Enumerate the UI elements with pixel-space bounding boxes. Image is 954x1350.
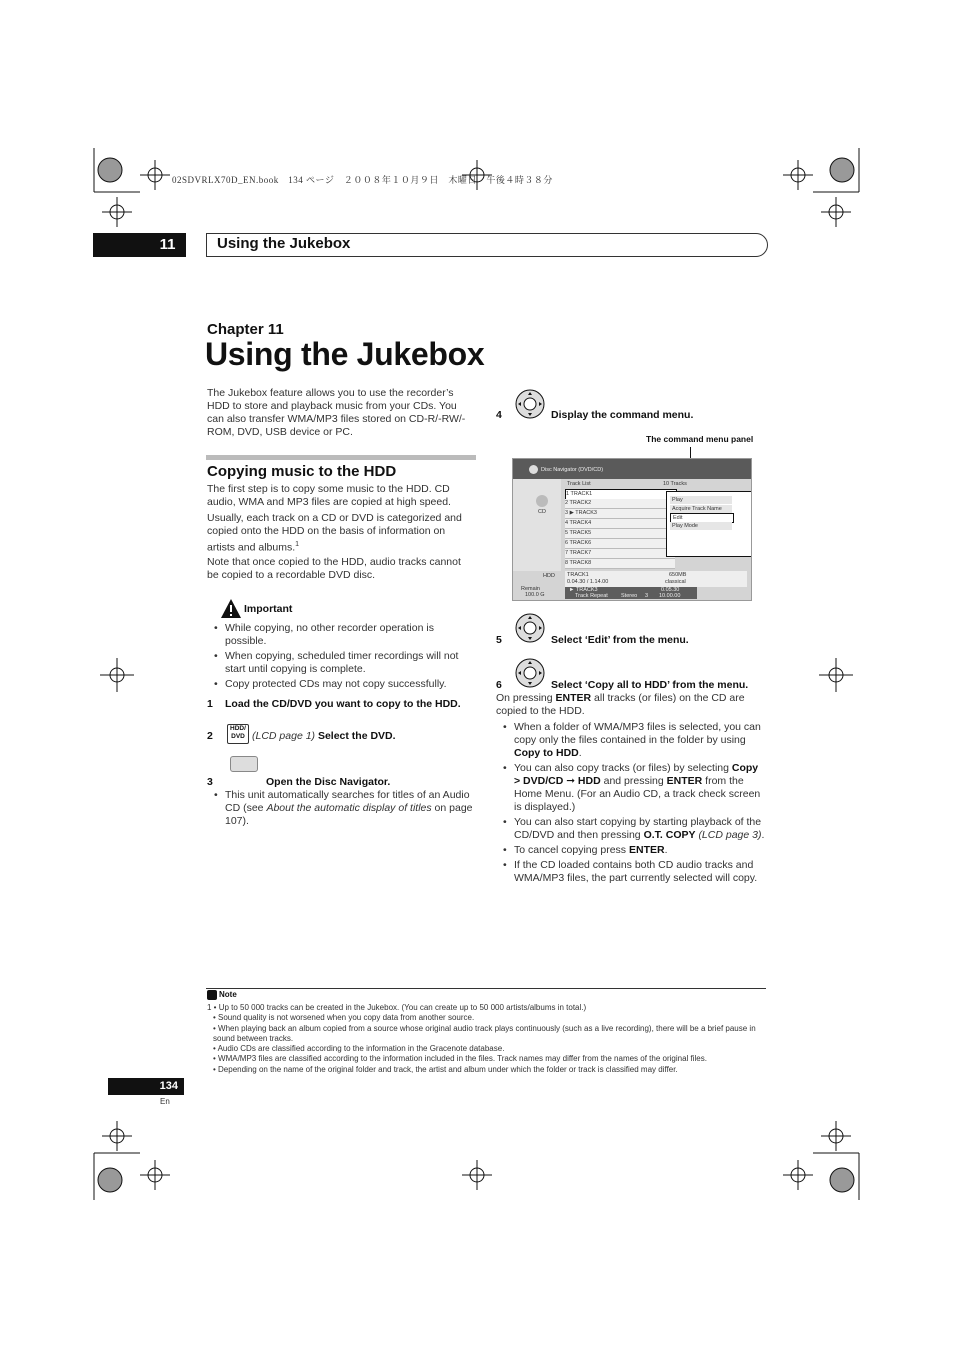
- menu-item-play-mode: Play Mode: [670, 522, 732, 530]
- osd-track-row: 6 TRACK6: [565, 539, 675, 549]
- after-bold: Copy to HDD: [514, 747, 579, 759]
- step-6-number: 6: [496, 679, 502, 691]
- osd-bottom-num: 3: [645, 593, 649, 599]
- chapter-label: Chapter 11: [207, 321, 284, 338]
- important-list: [214, 622, 476, 693]
- osd-source-panel: [513, 479, 561, 571]
- note-list: [207, 1003, 767, 1075]
- hdd-dvd-button-icon: HDD/ DVD: [227, 724, 249, 744]
- osd-info-track: TRACK1: [567, 572, 589, 578]
- after-text: To cancel copying press: [514, 844, 629, 856]
- after-text: You can also start copying by starting playback of the CD/DVD and then pressing: [514, 816, 762, 841]
- osd-hdd: HDD: [543, 573, 555, 579]
- chapter-tab-number: 11: [159, 236, 176, 253]
- page-title: Using the Jukebox: [205, 336, 485, 372]
- osd-track-row: 5 TRACK5: [565, 529, 675, 539]
- after-text: .: [664, 844, 668, 856]
- step-3-bullet-italic: About the automatic display of titles: [266, 802, 432, 814]
- osd-bottom-mode: Track Repeat: [575, 593, 608, 599]
- step-4-text: Display the command menu.: [551, 409, 694, 421]
- after-bold: ENTER: [628, 844, 665, 856]
- page-language: En: [160, 1097, 170, 1106]
- footnote-ref: 1: [295, 541, 300, 548]
- osd-track-row: 2 TRACK2: [565, 499, 675, 509]
- osd-title: Disc Navigator (DVD/CD): [541, 467, 604, 473]
- after-text: When a folder of WMA/MP3 files is selected, you can copy only the files contained in the folder by using: [514, 721, 761, 746]
- section-paragraph-1: The first step is to copy some music to the HDD. CD audio, WMA and MP3 files are copied at high speed.: [207, 483, 451, 508]
- step-2-number: 2: [207, 730, 213, 742]
- osd-remain: Remain: [521, 586, 540, 592]
- osd-info-genre: classical: [665, 579, 686, 585]
- step-3-bullet: [214, 789, 478, 828]
- chapter-tab: [93, 233, 186, 257]
- after-bullet: [503, 721, 767, 760]
- osd-bottom-stereo: Stereo: [621, 593, 638, 599]
- page-number-tab: [108, 1078, 184, 1095]
- after-paragraph: [496, 692, 766, 718]
- dial-icon: [515, 658, 545, 688]
- section-heading: Copying music to the HDD: [207, 463, 397, 480]
- step-3-number: 3: [207, 776, 213, 788]
- after-text: .: [578, 747, 582, 759]
- section-paragraph-2-text: Usually, each track on a CD or DVD is categorized and copied onto the HDD on the basis of information on artists and albums.: [207, 512, 462, 554]
- after-bold: O.T. COPY: [643, 829, 696, 841]
- command-menu-panel: [666, 491, 752, 557]
- osd-track-count: 10 Tracks: [663, 481, 687, 487]
- note-rule: [206, 988, 766, 989]
- dial-icon: [515, 389, 545, 419]
- note-line: • Depending on the name of the original folder and track, the artist and album under which the folder or track is classified may differ.: [213, 1064, 678, 1074]
- osd-source: CD: [538, 509, 546, 515]
- menu-item-acquire: Acquire Track Name: [670, 505, 732, 513]
- step-4-number: 4: [496, 409, 502, 421]
- step-2-line: [252, 730, 396, 742]
- section-paragraph-2: [207, 512, 475, 555]
- callout-label: The command menu panel: [646, 434, 754, 444]
- print-header: 02SDVRLX70D_EN.book 134 ページ ２００８年１０月９日 木曜日 午後４時３８分: [172, 175, 553, 185]
- osd-list-head: Track List: [567, 481, 591, 487]
- step-5-text: Select ‘Edit’ from the menu.: [551, 634, 689, 646]
- after-bullet: [503, 762, 767, 814]
- after-text: from the Home Menu. (For an Audio CD, a track check screen is displayed.): [514, 775, 761, 813]
- after-bold: ENTER: [666, 775, 703, 787]
- osd-track-row: 7 TRACK7: [565, 549, 675, 559]
- osd-track-row: 1 TRACK1: [565, 489, 677, 500]
- note-line: • WMA/MP3 files are classified according to the information included in the files. Track names may differ from the names of the original files.: [213, 1054, 707, 1064]
- step-1-text: Load the CD/DVD you want to copy to the HDD.: [225, 698, 461, 710]
- after-text: You can also copy tracks (or files) by selecting: [514, 762, 732, 774]
- after-bold: Copy > DVD/CD ➞ HDD: [514, 762, 759, 787]
- osd-remain-value: 100.0 G: [525, 592, 545, 598]
- warning-icon: [220, 598, 242, 620]
- important-label: Important: [244, 603, 293, 615]
- osd-bottom-total: 10.00.00: [659, 593, 681, 599]
- osd-bottom-time: 0.05.30: [661, 587, 680, 593]
- osd-info-size: 650MB: [669, 572, 687, 578]
- step-1-number: 1: [207, 698, 213, 710]
- after-bullet: [503, 816, 767, 842]
- step-5-number: 5: [496, 634, 502, 646]
- disc-navigator-screen: [512, 458, 752, 601]
- after-text: and pressing: [600, 775, 667, 787]
- step-3-bullet-a: This unit automatically searches for titles of an Audio CD (see: [225, 789, 470, 814]
- after-bold: ENTER: [555, 692, 592, 704]
- disc-icon: [529, 465, 538, 474]
- step-2-ref: (LCD page 1): [252, 730, 316, 742]
- osd-info-panel: [565, 571, 747, 587]
- menu-item-edit: Edit: [670, 513, 734, 523]
- section-rule: [206, 455, 476, 460]
- step-2-text: Select the DVD.: [317, 730, 396, 742]
- cd-icon: [536, 495, 548, 507]
- after-bullet: [503, 844, 767, 857]
- osd-bottom-track: ► TRACK3: [569, 587, 598, 593]
- note-label: Note: [219, 990, 237, 999]
- intro-paragraph: The Jukebox feature allows you to use the recorder’s HDD to store and playback music from your CDs. You can also transfer WMA/MP3 files stored on CD-R/-RW/-ROM, DVD, USB device or PC.: [207, 387, 466, 438]
- step-3-text: Open the Disc Navigator.: [266, 776, 391, 788]
- important-item: • Copy protected CDs may not copy successfully.: [214, 678, 476, 691]
- osd-track-row: 3 ▶ TRACK3: [565, 509, 675, 519]
- navigator-button-icon: [230, 756, 258, 772]
- osd-track-row: 8 TRACK8: [565, 559, 675, 569]
- pencil-icon: [207, 990, 217, 1000]
- note-line: • When playing back an album copied from a source whose original audio track plays continuously (such as a live recording), there will be a brief pause in sound between tracks.: [213, 1023, 756, 1043]
- page-number: 134: [159, 1080, 178, 1092]
- after-italic: (LCD page 3): [698, 829, 762, 841]
- section-paragraph-3: Note that once copied to the HDD, audio tracks cannot be copied to a recordable DVD disc.: [207, 556, 461, 581]
- after-text: .: [761, 829, 765, 841]
- note-line: 1 • Up to 50 000 tracks can be created in the Jukebox. (You can create up to 50 000 artists/albums in total.): [207, 1003, 587, 1012]
- osd-info-time: 0.04.30 / 1.14.00: [567, 579, 609, 585]
- dial-icon: [515, 613, 545, 643]
- osd-track-row: 4 TRACK4: [565, 519, 675, 529]
- step-6-text: Select ‘Copy all to HDD’ from the menu.: [551, 679, 749, 691]
- after-list: [503, 721, 767, 887]
- osd-status-bar: [565, 587, 697, 599]
- menu-item-play: Play: [670, 496, 732, 504]
- note-line: • Audio CDs are classified according to the information in the Gracenote database.: [213, 1044, 505, 1054]
- after-text: On pressing: [496, 692, 556, 704]
- after-bullet: • If the CD loaded contains both CD audio tracks and WMA/MP3 files, the part currently selected will copy.: [503, 859, 767, 885]
- after-text: all tracks (or files) on the CD are copied to the HDD.: [496, 692, 745, 717]
- step-3-bullet-b: on page 107).: [225, 802, 473, 827]
- chapter-bar-title: Using the Jukebox: [217, 235, 351, 252]
- important-item: • When copying, scheduled timer recordings will not start until copying is complete.: [214, 650, 476, 676]
- important-item: • While copying, no other recorder operation is possible.: [214, 622, 476, 648]
- note-line: • Sound quality is not worsened when you copy data from another source.: [213, 1013, 475, 1023]
- step-3-notes: [214, 789, 478, 830]
